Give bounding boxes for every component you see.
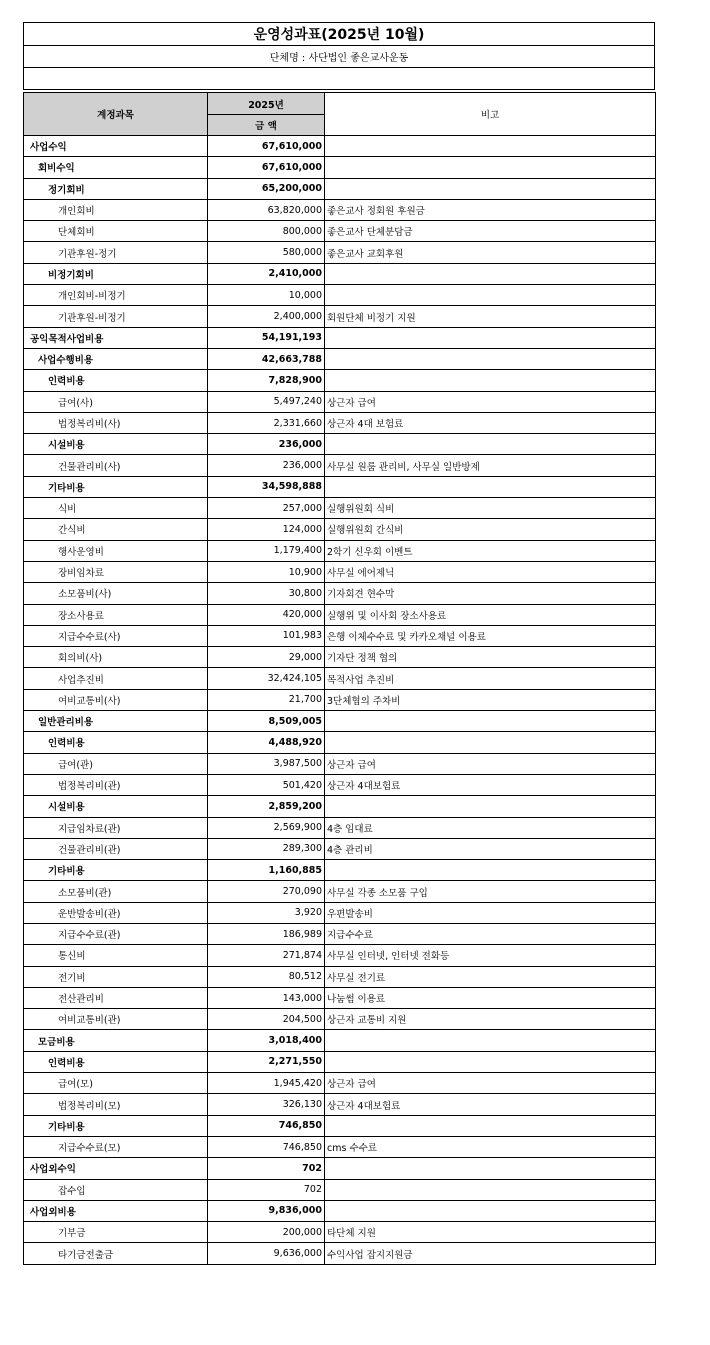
account-name: 사업수행비용 [24,348,208,369]
account-name: 간식비 [24,519,208,540]
table-row [24,604,656,625]
note-cell [325,1051,656,1072]
table-row [24,412,656,433]
account-name: 법정복리비(관) [24,774,208,795]
table-row [24,647,656,668]
note-cell: 상근자 급여 [325,391,656,412]
account-name: 소모품비(관) [24,881,208,902]
account-name: 행사운영비 [24,540,208,561]
note-cell: 상근자 4대보험료 [325,774,656,795]
table-row [24,263,656,284]
amount-cell: 32,424,105 [208,668,325,689]
note-cell: 타단체 지원 [325,1222,656,1243]
table-row [24,689,656,710]
account-name: 급여(사) [24,391,208,412]
account-name: 지급수수료(모) [24,1136,208,1157]
amount-cell: 3,987,500 [208,753,325,774]
account-name: 급여(관) [24,753,208,774]
amount-cell: 3,018,400 [208,1030,325,1051]
note-cell: 우편발송비 [325,902,656,923]
header-year: 2025년 [208,93,325,115]
report-title: 운영성과표(2025년 10월) [23,22,655,46]
account-name: 기타비용 [24,476,208,497]
note-cell: 4층 관리비 [325,838,656,859]
table-row [24,434,656,455]
account-name: 회의비(사) [24,647,208,668]
table-row [24,455,656,476]
account-name: 인력비용 [24,370,208,391]
note-cell [325,157,656,178]
account-name: 전산관리비 [24,987,208,1008]
table-row [24,178,656,199]
table-row [24,753,656,774]
amount-cell: 2,859,200 [208,796,325,817]
table-row [24,221,656,242]
note-cell [325,476,656,497]
table-row [24,498,656,519]
account-name: 장소사용료 [24,604,208,625]
table-row [24,1222,656,1243]
table-row [24,732,656,753]
note-cell [325,1030,656,1051]
amount-cell: 580,000 [208,242,325,263]
amount-cell: 65,200,000 [208,178,325,199]
report-sheet [23,22,655,1265]
table-row [24,923,656,944]
table-body [24,136,656,1265]
amount-cell: 420,000 [208,604,325,625]
note-cell: 실행위 및 이사회 장소사용료 [325,604,656,625]
note-cell [325,178,656,199]
amount-cell: 29,000 [208,647,325,668]
amount-cell: 9,836,000 [208,1200,325,1221]
note-cell: 기자회견 현수막 [325,583,656,604]
amount-cell: 1,945,420 [208,1073,325,1094]
amount-cell: 10,000 [208,285,325,306]
table-row [24,136,656,157]
note-cell: 회원단체 비정기 지원 [325,306,656,327]
account-name: 전기비 [24,966,208,987]
amount-cell: 2,410,000 [208,263,325,284]
amount-cell: 746,850 [208,1115,325,1136]
amount-cell: 7,828,900 [208,370,325,391]
table-row [24,945,656,966]
note-cell [325,1179,656,1200]
table-row [24,157,656,178]
note-cell [325,860,656,881]
account-name: 사업수익 [24,136,208,157]
organization-name: 단체명 : 사단법인 좋은교사운동 [23,46,655,68]
note-cell [325,327,656,348]
account-name: 기관후원-정기 [24,242,208,263]
note-cell: 좋은교사 교회후원 [325,242,656,263]
amount-cell: 271,874 [208,945,325,966]
note-cell [325,285,656,306]
table-row [24,1030,656,1051]
amount-cell: 800,000 [208,221,325,242]
amount-cell: 326,130 [208,1094,325,1115]
note-cell: 좋은교사 단체분담금 [325,221,656,242]
note-cell: 상근자 급여 [325,1073,656,1094]
note-cell: 상근자 교통비 지원 [325,1009,656,1030]
account-name: 장비임차료 [24,561,208,582]
amount-cell: 30,800 [208,583,325,604]
table-row [24,1115,656,1136]
note-cell: 사무실 각종 소모품 구입 [325,881,656,902]
amount-cell: 2,569,900 [208,817,325,838]
account-name: 기관후원-비정기 [24,306,208,327]
account-name: 사업외수익 [24,1158,208,1179]
table-row [24,1158,656,1179]
amount-cell: 67,610,000 [208,157,325,178]
note-cell: 실행위원회 간식비 [325,519,656,540]
amount-cell: 1,160,885 [208,860,325,881]
note-cell: 4층 임대료 [325,817,656,838]
table-row [24,1051,656,1072]
account-name: 건물관리비(사) [24,455,208,476]
table-row [24,348,656,369]
account-name: 통신비 [24,945,208,966]
amount-cell: 2,271,550 [208,1051,325,1072]
amount-cell: 21,700 [208,689,325,710]
amount-cell: 289,300 [208,838,325,859]
account-name: 법정복리비(사) [24,412,208,433]
table-row [24,625,656,646]
account-name: 지급임차료(관) [24,817,208,838]
account-name: 잡수입 [24,1179,208,1200]
note-cell: 나눔썸 이용료 [325,987,656,1008]
table-row [24,306,656,327]
amount-cell: 257,000 [208,498,325,519]
table-row [24,561,656,582]
amount-cell: 42,663,788 [208,348,325,369]
note-cell [325,796,656,817]
amount-cell: 270,090 [208,881,325,902]
amount-cell: 746,850 [208,1136,325,1157]
table-row [24,966,656,987]
amount-cell: 501,420 [208,774,325,795]
table-row [24,987,656,1008]
table-row [24,1136,656,1157]
account-name: 기타비용 [24,1115,208,1136]
table-row [24,838,656,859]
account-name: 지급수수료(사) [24,625,208,646]
note-cell [325,136,656,157]
account-name: 공익목적사업비용 [24,327,208,348]
account-name: 운반발송비(관) [24,902,208,923]
account-name: 단체회비 [24,221,208,242]
account-name: 모금비용 [24,1030,208,1051]
note-cell: 상근자 4대 보험료 [325,412,656,433]
note-cell: cms 수수료 [325,1136,656,1157]
account-name: 정기회비 [24,178,208,199]
account-name: 일반관리비용 [24,711,208,732]
account-name: 법정복리비(모) [24,1094,208,1115]
account-name: 시설비용 [24,434,208,455]
note-cell [325,1115,656,1136]
account-name: 타기금전출금 [24,1243,208,1264]
header-account: 계정과목 [24,93,208,136]
amount-cell: 186,989 [208,923,325,944]
note-cell [325,348,656,369]
table-row [24,860,656,881]
note-cell: 사무실 인터넷, 인터넷 전화등 [325,945,656,966]
table-row [24,327,656,348]
note-cell: 지급수수료 [325,923,656,944]
account-name: 개인회비-비정기 [24,285,208,306]
table-row [24,583,656,604]
header-amount: 금 액 [208,115,325,136]
amount-cell: 54,191,193 [208,327,325,348]
note-cell [325,263,656,284]
amount-cell: 101,983 [208,625,325,646]
note-cell: 사무실 전기료 [325,966,656,987]
header-note: 비고 [325,93,656,136]
account-name: 소모품비(사) [24,583,208,604]
table-header [24,93,656,136]
note-cell [325,434,656,455]
note-cell: 기자단 정책 협의 [325,647,656,668]
account-name: 여비교통비(사) [24,689,208,710]
account-name: 건물관리비(관) [24,838,208,859]
amount-cell: 1,179,400 [208,540,325,561]
account-name: 지급수수료(관) [24,923,208,944]
note-cell: 실행위원회 식비 [325,498,656,519]
note-cell: 사무실 에어제닉 [325,561,656,582]
amount-cell: 702 [208,1158,325,1179]
account-name: 사업추진비 [24,668,208,689]
account-name: 여비교통비(관) [24,1009,208,1030]
financial-table [23,92,656,1265]
table-row [24,285,656,306]
table-row [24,519,656,540]
amount-cell: 80,512 [208,966,325,987]
amount-cell: 204,500 [208,1009,325,1030]
table-row [24,774,656,795]
note-cell: 목적사업 추진비 [325,668,656,689]
table-row [24,391,656,412]
table-row [24,370,656,391]
amount-cell: 9,636,000 [208,1243,325,1264]
table-row [24,796,656,817]
note-cell: 사무실 원룸 관리비, 사무실 일반방제 [325,455,656,476]
note-cell: 2학기 신우회 이벤트 [325,540,656,561]
table-row [24,1179,656,1200]
amount-cell: 236,000 [208,455,325,476]
table-row [24,881,656,902]
note-cell: 상근자 급여 [325,753,656,774]
note-cell [325,370,656,391]
table-row [24,540,656,561]
amount-cell: 3,920 [208,902,325,923]
blank-spacer-row [23,68,655,90]
amount-cell: 63,820,000 [208,199,325,220]
table-row [24,1009,656,1030]
note-cell: 3단체협의 주차비 [325,689,656,710]
table-row [24,902,656,923]
amount-cell: 34,598,888 [208,476,325,497]
account-name: 기부금 [24,1222,208,1243]
note-cell: 상근자 4대보험료 [325,1094,656,1115]
account-name: 회비수익 [24,157,208,178]
account-name: 사업외비용 [24,1200,208,1221]
note-cell [325,1158,656,1179]
note-cell: 좋은교사 정회원 후원금 [325,199,656,220]
table-row [24,711,656,732]
amount-cell: 200,000 [208,1222,325,1243]
account-name: 개인회비 [24,199,208,220]
account-name: 비정기회비 [24,263,208,284]
amount-cell: 236,000 [208,434,325,455]
account-name: 인력비용 [24,1051,208,1072]
account-name: 시설비용 [24,796,208,817]
amount-cell: 8,509,005 [208,711,325,732]
table-row [24,668,656,689]
amount-cell: 702 [208,1179,325,1200]
amount-cell: 124,000 [208,519,325,540]
note-cell: 수익사업 잡지지원금 [325,1243,656,1264]
table-row [24,1200,656,1221]
amount-cell: 5,497,240 [208,391,325,412]
table-row [24,1094,656,1115]
note-cell [325,1200,656,1221]
note-cell [325,711,656,732]
table-row [24,199,656,220]
amount-cell: 10,900 [208,561,325,582]
table-row [24,817,656,838]
account-name: 식비 [24,498,208,519]
table-row [24,1073,656,1094]
amount-cell: 67,610,000 [208,136,325,157]
account-name: 급여(모) [24,1073,208,1094]
account-name: 인력비용 [24,732,208,753]
amount-cell: 2,400,000 [208,306,325,327]
note-cell [325,732,656,753]
table-row [24,476,656,497]
table-row [24,1243,656,1264]
amount-cell: 2,331,660 [208,412,325,433]
amount-cell: 4,488,920 [208,732,325,753]
amount-cell: 143,000 [208,987,325,1008]
account-name: 기타비용 [24,860,208,881]
table-row [24,242,656,263]
note-cell: 은행 이체수수료 및 카카오채널 이용료 [325,625,656,646]
